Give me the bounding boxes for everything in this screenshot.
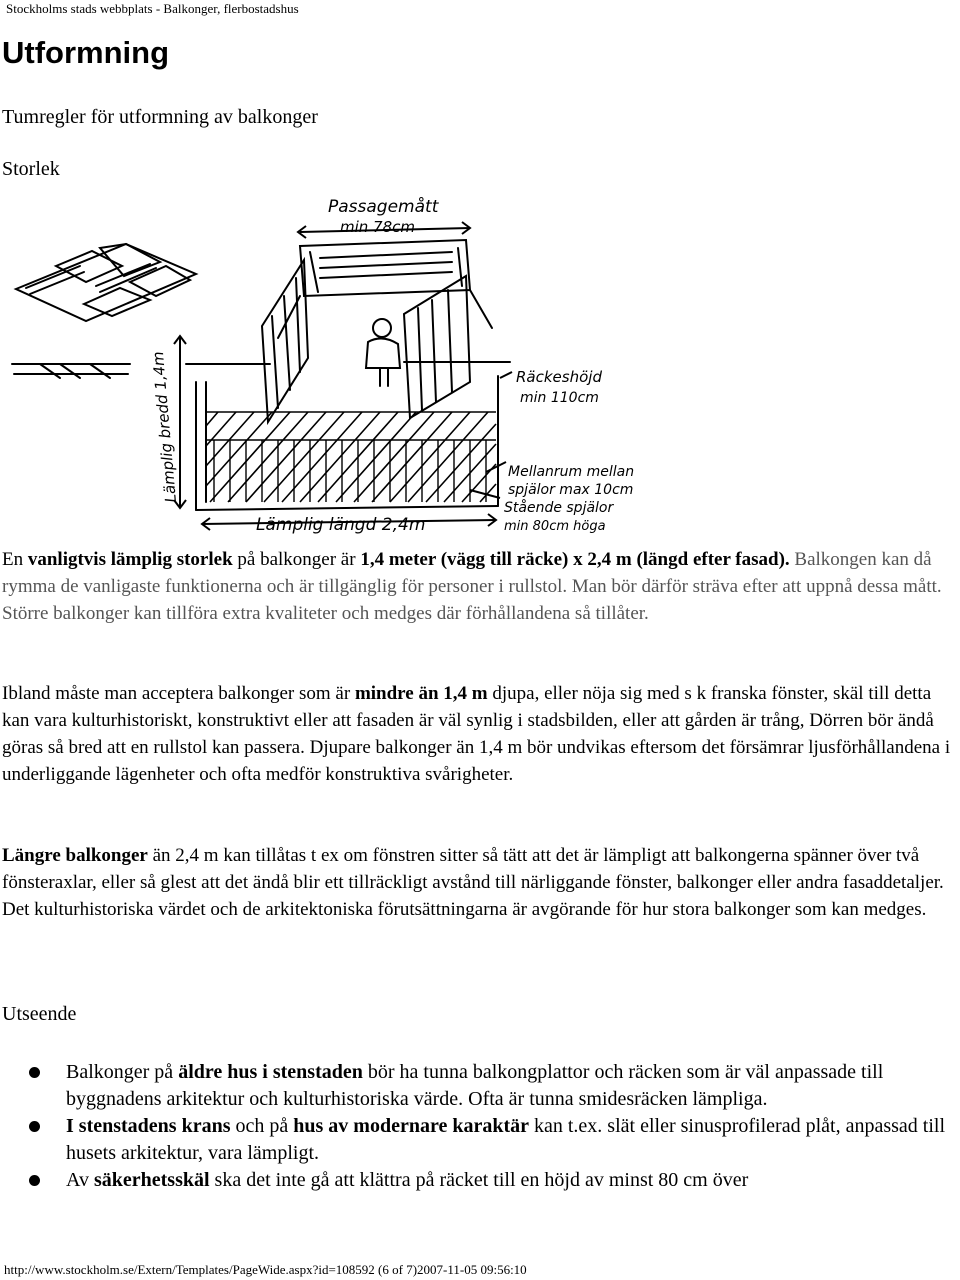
left-railing-sketch [262, 260, 308, 422]
list-item-text: Balkonger på [66, 1061, 179, 1083]
print-header: Stockholms stads webbplats - Balkonger, flerbostadshus [6, 1, 299, 16]
p1-text-1: En [2, 549, 28, 570]
p2-text-1: Ibland måste man acceptera balkonger som är [2, 683, 355, 704]
p3-bold-1: Längre balkonger [2, 845, 148, 866]
label-gap-1: Mellanrum mellan [508, 464, 635, 480]
bullet-icon [29, 1067, 40, 1078]
p1-bold-2: 1,4 meter (vägg till räcke) x 2,4 m (längd efter fasad). [360, 549, 790, 570]
list-item [0, 1167, 960, 1194]
bullet-icon [29, 1175, 40, 1186]
list-item-bold: hus av modernare karaktär [293, 1115, 529, 1137]
list-item-bold: äldre hus i stenstaden [178, 1061, 363, 1083]
p1-text-3: Balkongen kan då rymma de vanligaste funktionerna och är tillgänglig för personer i rullstol. Man bör därför sträva efter att uppnå dessa mått. Större balkonger kan tillföra extra kvaliteter och medges där förhållandena så tillåter. [2, 549, 942, 624]
paragraph-smaller-balconies [2, 680, 958, 788]
print-footer-url: http://www.stockholm.se/Extern/Templates/PageWide.aspx?id=108592 (6 of 7)2007-11-05 09:56:10 [4, 1262, 527, 1277]
label-gap-2: spjälor max 10cm [508, 482, 634, 498]
label-passage: Passagemått [328, 197, 439, 217]
paragraph-size-recommendation [2, 546, 958, 627]
label-posts-2: min 80cm höga [504, 519, 606, 534]
paragraph-longer-balconies [2, 842, 958, 923]
list-item [0, 1059, 960, 1113]
list-item-bold: I stenstadens krans [66, 1115, 231, 1137]
p1-bold-1: vanligtvis lämplig storlek [27, 549, 233, 570]
balcony-sketch [0, 196, 680, 544]
label-width: Lämplig bredd 1,4m [148, 350, 180, 504]
facade-strip-sketch [12, 364, 130, 378]
label-length: Lämplig längd 2,4m [256, 515, 426, 535]
list-item-text: bör ha tunna balkongplattor och räcken som är väl anpassade till byggnadens arkitektur och kulturhistoriska värde. Ofta är tunna smidesräcken lämpliga. [66, 1061, 884, 1110]
label-railing-height-min: min 110cm [520, 390, 599, 406]
label-posts-1: Stående spjälor [504, 500, 614, 516]
slab-hatching [206, 412, 496, 502]
window-sketch-left [16, 244, 196, 321]
balcony-back-sketch [278, 240, 492, 338]
list-item-bold: säkerhetsskäl [93, 1169, 210, 1191]
list-item-text: Av [66, 1169, 94, 1191]
p1-text-2: på balkonger är [232, 549, 361, 570]
label-passage-min: min 78cm [340, 218, 415, 236]
list-item-text: kan t.ex. slät eller sinusprofilerad plåt, anpassad till husets arkitektur, vara lämpligt. [66, 1115, 945, 1164]
p2-text-2: djupa, eller nöja sig med s k franska fönster, skäl till detta kan vara kulturhistoriskt, konstruktivt eller att fasaden är väl synlig i stadsbilden, eller att gården är trång, Dörren bör ändå göras så bred att en rullstol kan passera. Djupare balkonger än 1,4 m bör undvikas eftersom det försämrar ljusförhållandena i underliggande lägenheter och ofta medför konstruktiva svårigheter. [2, 683, 951, 785]
intro-text: Tumregler för utformning av balkonger [2, 106, 318, 128]
section-heading-storlek: Storlek [2, 158, 60, 180]
p3-text-1: än 2,4 m kan tillåtas t ex om fönstren sitter så tätt att det är lämpligt att balkongerna spänner över två fönsteraxlar, eller så glest att det ändå blir ett tillräckligt avstånd till närliggande fönster, balkonger eller andra fasaddetaljer. [2, 845, 944, 893]
person-sketch [366, 319, 400, 386]
p3-text-2: Det kulturhistoriska värdet och de arkitektoniska förutsättningarna är avgörande för hur stora balkonger som kan medges. [2, 899, 927, 920]
appearance-list [0, 1059, 960, 1194]
label-railing-height: Räckeshöjd [516, 368, 602, 386]
list-item-text: ska det inte gå att klättra på räcket till en höjd av minst 80 cm över [209, 1169, 749, 1191]
bullet-icon [29, 1121, 40, 1132]
balcony-sketch-drawing [0, 196, 680, 544]
right-railing-sketch [404, 276, 470, 418]
list-item [0, 1113, 960, 1167]
page-title: Utformning [2, 35, 170, 70]
section-heading-utseende: Utseende [2, 1003, 77, 1025]
p2-bold-1: mindre än 1,4 m [354, 683, 488, 704]
list-item-text: och på [230, 1115, 294, 1137]
